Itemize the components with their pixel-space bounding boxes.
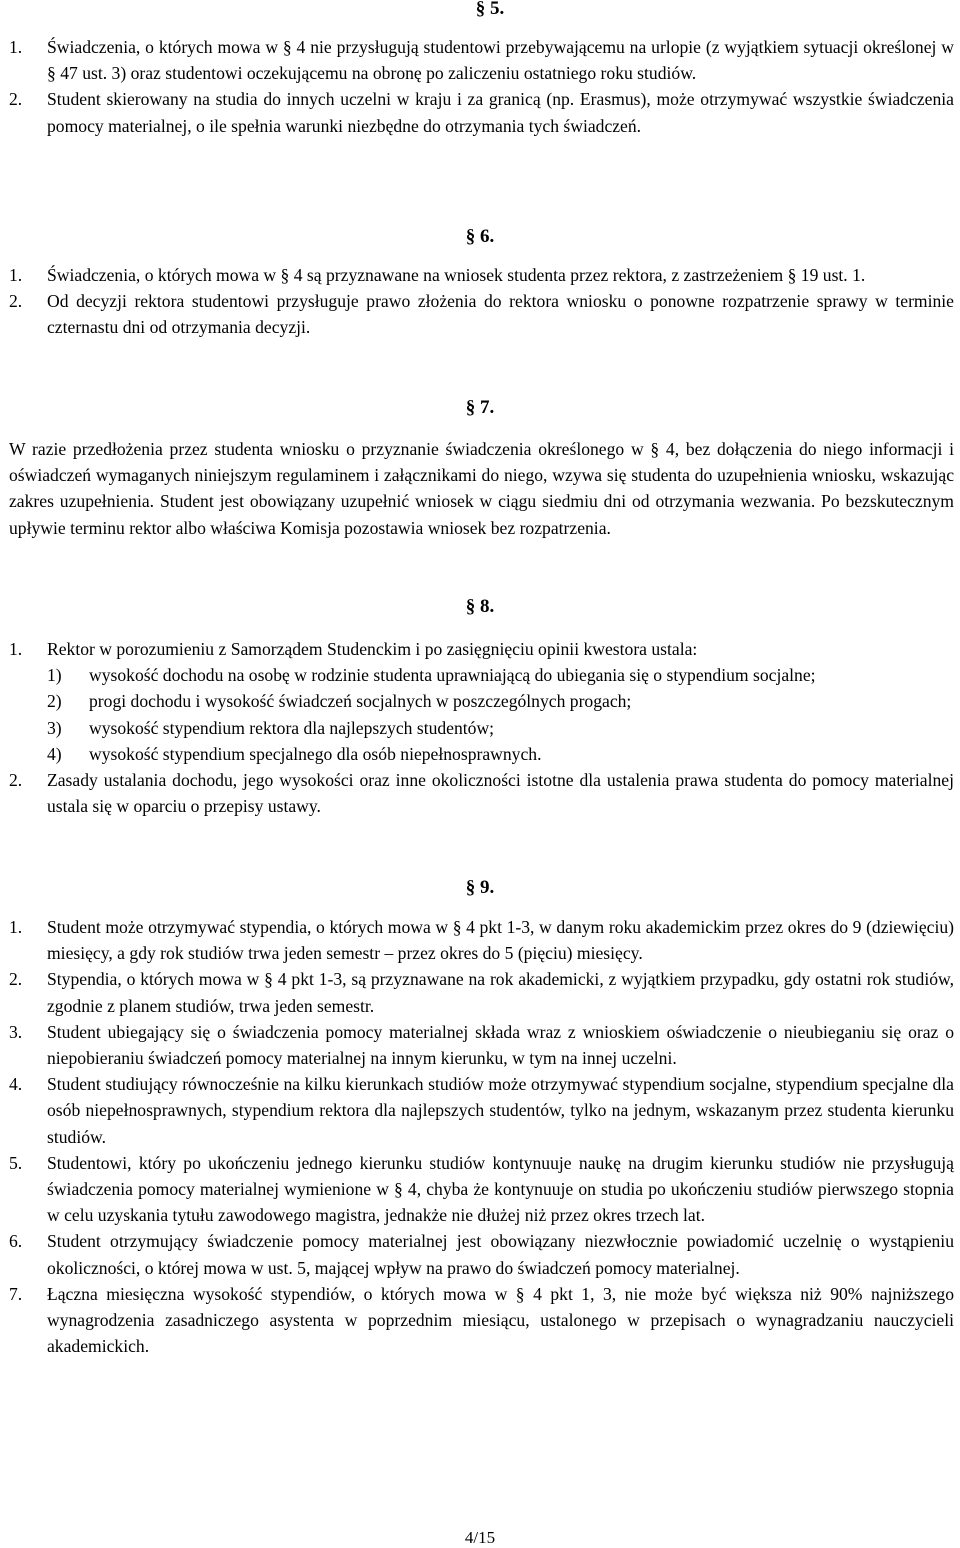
sub-item-number: 4) <box>47 743 62 764</box>
list-item <box>9 86 954 138</box>
item-number: 4. <box>9 1074 23 1095</box>
sub-item <box>47 688 954 714</box>
item-number: 2. <box>9 89 23 110</box>
sub-item-number: 2) <box>47 691 62 712</box>
list-item <box>9 966 954 1018</box>
list-item <box>9 1228 954 1280</box>
item-number: 2. <box>9 291 23 312</box>
list-item <box>9 34 954 86</box>
sub-item-text: progi dochodu i wysokość świadczeń socjalnych w poszczególnych progach; <box>89 691 632 712</box>
item-number: 5. <box>9 1152 23 1173</box>
list-item <box>9 767 954 819</box>
section-6-body <box>9 262 954 341</box>
item-number: 3. <box>9 1021 23 1042</box>
section-heading-7: § 7. <box>465 397 495 418</box>
item-text: Stypendia, o których mowa w § 4 pkt 1-3, są przyznawane na rok akademicki, z wyjątkiem przypadku, gdy ostatni rok studiów, zgodnie z planem studiów, trwa jeden semestr. <box>47 969 954 1016</box>
sub-item-text: wysokość stypendium specjalnego dla osób niepełnosprawnych. <box>89 743 542 764</box>
item-number: 1. <box>9 917 23 937</box>
item-text: Zasady ustalania dochodu, jego wysokości oraz inne okoliczności istotne dla ustalenia prawa studenta do pomocy materialnej ustala się w oparciu o przepisy ustawy. <box>47 770 954 817</box>
sub-item <box>47 741 954 767</box>
section-heading-9: § 9. <box>465 877 495 898</box>
section-heading-6: § 6. <box>465 226 495 247</box>
section-heading-5: § 5. <box>475 0 505 19</box>
item-number: 7. <box>9 1283 23 1304</box>
item-number: 2. <box>9 770 23 791</box>
item-number: 2. <box>9 969 23 990</box>
sub-item-number: 3) <box>47 717 62 738</box>
section-heading-8: § 8. <box>465 596 495 617</box>
item-number: 1. <box>9 265 23 285</box>
item-text: Od decyzji rektora studentowi przysługuje prawo złożenia do rektora wniosku o ponowne rozpatrzenie sprawy w terminie czternastu dni od otrzymania decyzji. <box>47 291 954 338</box>
section-paragraph: W razie przedłożenia przez studenta wniosku o przyznanie świadczenia określonego w § 4, bez dołączenia do niego informacji i oświadczeń wymaganych niniejszym regulaminem i załącznikami do niego, wzywa się studenta do uzupełnienia wniosku, wskazując zakres uzupełnienia. Student jest obowiązany uzupełnić wniosek w ciągu siedmiu dni od otrzymania wezwania. Po bezskutecznym upływie terminu rektor albo właściwa Komisja pozostawia wniosek bez rozpatrzenia. <box>9 439 954 538</box>
section-8-body <box>9 636 954 819</box>
item-number: 6. <box>9 1231 23 1252</box>
item-text: Świadczenia, o których mowa w § 4 nie przysługują studentowi przebywającemu na urlopie (z wyjątkiem sytuacji określonej w § 47 ust. 3) oraz studentowi oczekującemu na obronę po zaliczeniu ostatniego roku studiów. <box>47 37 954 84</box>
item-text: Student studiujący równocześnie na kilku kierunkach studiów może otrzymywać stypendium socjalne, stypendium specjalne dla osób niepełnosprawnych, stypendium rektora dla najlepszych studentów, tylko na jednym, wskazanym przez studenta kierunku studiów. <box>47 1074 954 1147</box>
section-9-body <box>9 914 954 1359</box>
list-item <box>9 288 954 340</box>
list-item <box>9 1019 954 1071</box>
page-number: 4/15 <box>464 1528 496 1547</box>
list-item <box>9 1071 954 1150</box>
section-7-body <box>9 436 954 541</box>
list-item <box>9 1281 954 1360</box>
list-item <box>9 914 954 966</box>
sub-item <box>47 715 954 741</box>
item-text: Student otrzymujący świadczenie pomocy materialnej jest obowiązany niezwłocznie powiadomić uczelnię o wystąpieniu okoliczności, o której mowa w ust. 5, mającej wpływ na prawo do świadczeń pomocy materialnej. <box>47 1231 954 1278</box>
item-number: 1. <box>9 37 23 57</box>
item-text: Student może otrzymywać stypendia, o których mowa w § 4 pkt 1-3, w danym roku akademickim przez okres do 9 (dziewięciu) miesięcy, a gdy rok studiów trwa jeden semestr – przez okres do 5 (pięciu) miesięcy. <box>47 917 954 964</box>
list-item <box>9 1150 954 1229</box>
sub-item-text: wysokość stypendium rektora dla najlepszych studentów; <box>89 717 495 738</box>
item-text: Świadczenia, o których mowa w § 4 są przyznawane na wniosek studenta przez rektora, z zastrzeżeniem § 19 ust. 1. <box>47 265 866 285</box>
sub-item <box>47 662 954 688</box>
section-5-body <box>9 34 954 139</box>
item-text: Rektor w porozumieniu z Samorządem Studenckim i po zasięgnięciu opinii kwestora ustala: <box>47 639 698 659</box>
item-text: Studentowi, który po ukończeniu jednego kierunku studiów kontynuuje naukę na drugim kierunku studiów nie przysługują świadczenia pomocy materialnej wymienione w § 4, chyba że kontynuuje on studia po ukończeniu studiów pierwszego stopnia w celu uzyskania tytułu zawodowego magistra, jednakże nie dłużej niż przez okres trzech lat. <box>47 1152 954 1226</box>
item-text: Łączna miesięczna wysokość stypendiów, o których mowa w § 4 pkt 1, 3, nie może być większa niż 90% najniższego wynagrodzenia zasadniczego asystenta w poprzednim miesiącu, ustalonego w przepisach o wynagradzaniu nauczycieli akademickich. <box>47 1283 954 1357</box>
sub-item-number: 1) <box>47 665 62 686</box>
item-number: 1. <box>9 639 23 659</box>
sub-item-text: wysokość dochodu na osobę w rodzinie studenta uprawniającą do ubiegania się o stypendium socjalne; <box>89 665 816 686</box>
item-text: Student skierowany na studia do innych uczelni w kraju i za granicą (np. Erasmus), może otrzymywać wszystkie świadczenia pomocy materialnej, o ile spełnia warunki niezbędne do otrzymania tych świadczeń. <box>47 89 954 136</box>
item-text: Student ubiegający się o świadczenia pomocy materialnej składa wraz z wnioskiem oświadczenie o nieubieganiu się oraz o niepobieraniu świadczeń pomocy materialnej na innym kierunku, w tym na innej uczelni. <box>47 1021 954 1069</box>
list-item <box>9 262 954 288</box>
list-item <box>9 636 954 767</box>
